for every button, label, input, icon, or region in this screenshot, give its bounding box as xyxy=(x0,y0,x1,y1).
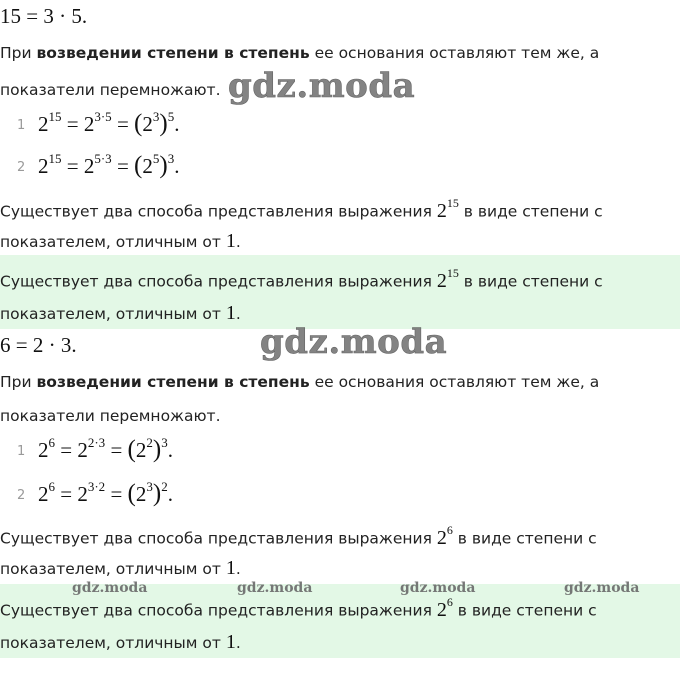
list-item-number: 1 xyxy=(17,118,26,133)
conclusion-text-line2: показателем, отличным от 1. xyxy=(0,557,241,579)
list-item-equation: $2^{15} = 2^{5\cdot 3} = (2^5)^3$. xyxy=(38,151,180,179)
watermark-small: gdz.moda xyxy=(564,580,640,596)
list-item-equation: $2^6 = 2^{2\cdot 3} = (2^2)^3$. xyxy=(38,435,173,463)
answer-text: Существует два способа представления выражения $2^{15}$ в виде степени с xyxy=(0,266,603,292)
answer-box xyxy=(0,255,680,329)
answer-text-line2: показателем, отличным от 1. xyxy=(0,302,241,324)
watermark-small: gdz.moda xyxy=(72,580,148,596)
conclusion-text-line2: показателем, отличным от 1. xyxy=(0,230,241,252)
watermark-logo: gdz.moda xyxy=(228,66,416,106)
rule-bold: возведении степени в степень xyxy=(36,44,310,62)
watermark-logo: gdz.moda xyxy=(260,322,448,362)
list-item-equation: $2^6 = 2^{3\cdot 2} = (2^3)^2$. xyxy=(38,479,173,507)
conclusion-text: Существует два способа представления выражения $2^6$ в виде степени с xyxy=(0,523,597,549)
list-item-equation: $2^{15} = 2^{3\cdot 5} = (2^3)^5$. xyxy=(38,109,180,137)
list-item-number: 1 xyxy=(17,444,26,459)
answer-text-line2: показателем, отличным от 1. xyxy=(0,631,241,653)
conclusion-text: Существует два способа представления выражения $2^{15}$ в виде степени с xyxy=(0,196,603,222)
rule-text-line2: показатели перемножают. xyxy=(0,81,221,99)
rule-text: При возведении степени в степень ее основания оставляют тем же, а xyxy=(0,44,600,62)
watermark-small: gdz.moda xyxy=(237,580,313,596)
answer-text: Существует два способа представления выражения $2^6$ в виде степени с xyxy=(0,595,597,621)
rule-text: При возведении степени в степень ее основания оставляют тем же, а xyxy=(0,373,600,391)
decomposition-15: 15 = 3 · 5. xyxy=(0,4,88,28)
watermark-small: gdz.moda xyxy=(400,580,476,596)
rule-bold: возведении степени в степень xyxy=(36,373,310,391)
decomposition-6: 6 = 2 · 3. xyxy=(0,333,77,357)
list-item-number: 2 xyxy=(17,160,26,175)
list-item-number: 2 xyxy=(17,488,26,503)
rule-text-line2: показатели перемножают. xyxy=(0,407,221,425)
